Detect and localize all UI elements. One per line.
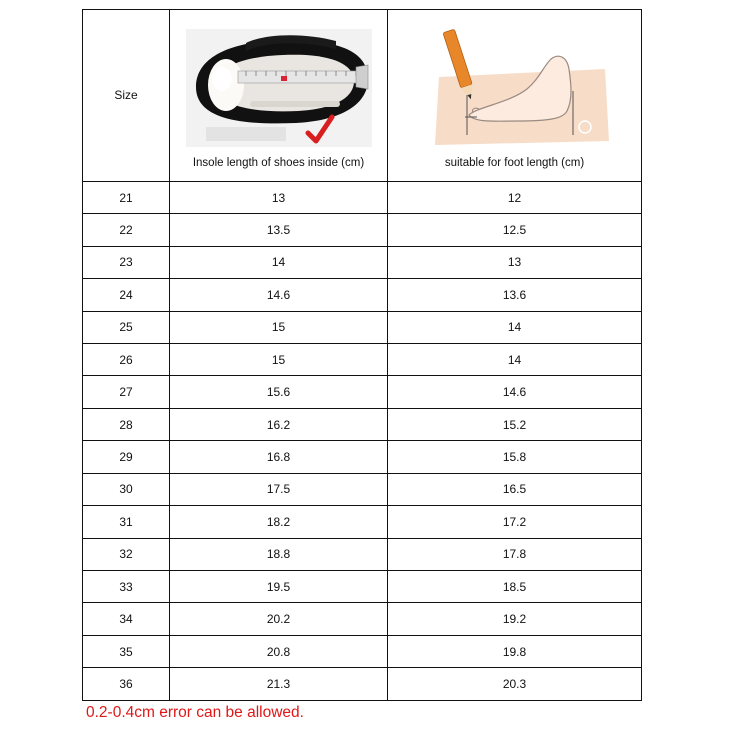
tolerance-note: 0.2-0.4cm error can be allowed. <box>86 704 304 721</box>
foot-length-cell: 14 <box>388 343 642 375</box>
insole-length-cell: 17.5 <box>170 473 388 505</box>
insole-length-cell: 21.3 <box>170 668 388 701</box>
foot-length-cell: 20.3 <box>388 668 642 701</box>
size-cell: 21 <box>83 181 170 213</box>
insole-length-cell: 15.6 <box>170 376 388 408</box>
foot-length-cell: 16.5 <box>388 473 642 505</box>
foot-length-cell: 19.8 <box>388 635 642 667</box>
insole-length-cell: 20.2 <box>170 603 388 635</box>
table-row <box>83 311 642 343</box>
table-row <box>83 246 642 278</box>
size-cell: 28 <box>83 408 170 440</box>
foot-length-cell: 14 <box>388 311 642 343</box>
table-row <box>83 181 642 213</box>
size-cell: 25 <box>83 311 170 343</box>
size-cell: 27 <box>83 376 170 408</box>
foot-length-cell: 13 <box>388 246 642 278</box>
foot-length-label: suitable for foot length (cm) <box>444 157 585 170</box>
foot-length-cell: 15.8 <box>388 441 642 473</box>
insole-length-cell: 16.8 <box>170 441 388 473</box>
insole-length-cell: 20.8 <box>170 635 388 667</box>
size-header: Size <box>83 10 170 182</box>
table-row <box>83 343 642 375</box>
foot-length-cell: 12.5 <box>388 214 642 246</box>
table-row <box>83 635 642 667</box>
insole-length-cell: 14.6 <box>170 279 388 311</box>
foot-length-cell: 18.5 <box>388 571 642 603</box>
table-row <box>83 279 642 311</box>
size-cell: 36 <box>83 668 170 701</box>
table-row <box>83 538 642 570</box>
size-cell: 33 <box>83 571 170 603</box>
insole-length-cell: 18.2 <box>170 506 388 538</box>
table-row <box>83 473 642 505</box>
foot-length-cell: 17.2 <box>388 506 642 538</box>
table-row <box>83 214 642 246</box>
size-cell: 30 <box>83 473 170 505</box>
size-cell: 24 <box>83 279 170 311</box>
foot-length-cell: 15.2 <box>388 408 642 440</box>
table-row <box>83 408 642 440</box>
table-row <box>83 376 642 408</box>
size-cell: 34 <box>83 603 170 635</box>
foot-measuring-image <box>417 29 613 147</box>
insole-length-cell: 14 <box>170 246 388 278</box>
size-cell: 35 <box>83 635 170 667</box>
size-cell: 22 <box>83 214 170 246</box>
insole-length-cell: 15 <box>170 343 388 375</box>
foot-length-cell: 13.6 <box>388 279 642 311</box>
insole-header <box>170 10 388 182</box>
insole-length-cell: 13 <box>170 181 388 213</box>
table-row <box>83 668 642 701</box>
shoe-insole-measuring-image <box>186 29 372 147</box>
size-cell: 32 <box>83 538 170 570</box>
size-cell: 23 <box>83 246 170 278</box>
foot-length-cell: 14.6 <box>388 376 642 408</box>
size-cell: 29 <box>83 441 170 473</box>
table-row <box>83 441 642 473</box>
insole-length-label: Insole length of shoes inside (cm) <box>192 157 365 170</box>
foot-length-cell: 19.2 <box>388 603 642 635</box>
insole-length-cell: 19.5 <box>170 571 388 603</box>
size-cell: 31 <box>83 506 170 538</box>
table-row <box>83 571 642 603</box>
size-cell: 26 <box>83 343 170 375</box>
foot-header <box>388 10 642 182</box>
foot-length-cell: 12 <box>388 181 642 213</box>
insole-length-cell: 16.2 <box>170 408 388 440</box>
insole-length-cell: 13.5 <box>170 214 388 246</box>
insole-length-cell: 15 <box>170 311 388 343</box>
foot-length-cell: 17.8 <box>388 538 642 570</box>
table-row <box>83 603 642 635</box>
insole-length-cell: 18.8 <box>170 538 388 570</box>
table-header-row <box>83 10 642 182</box>
size-chart-table <box>82 9 642 701</box>
table-row <box>83 506 642 538</box>
